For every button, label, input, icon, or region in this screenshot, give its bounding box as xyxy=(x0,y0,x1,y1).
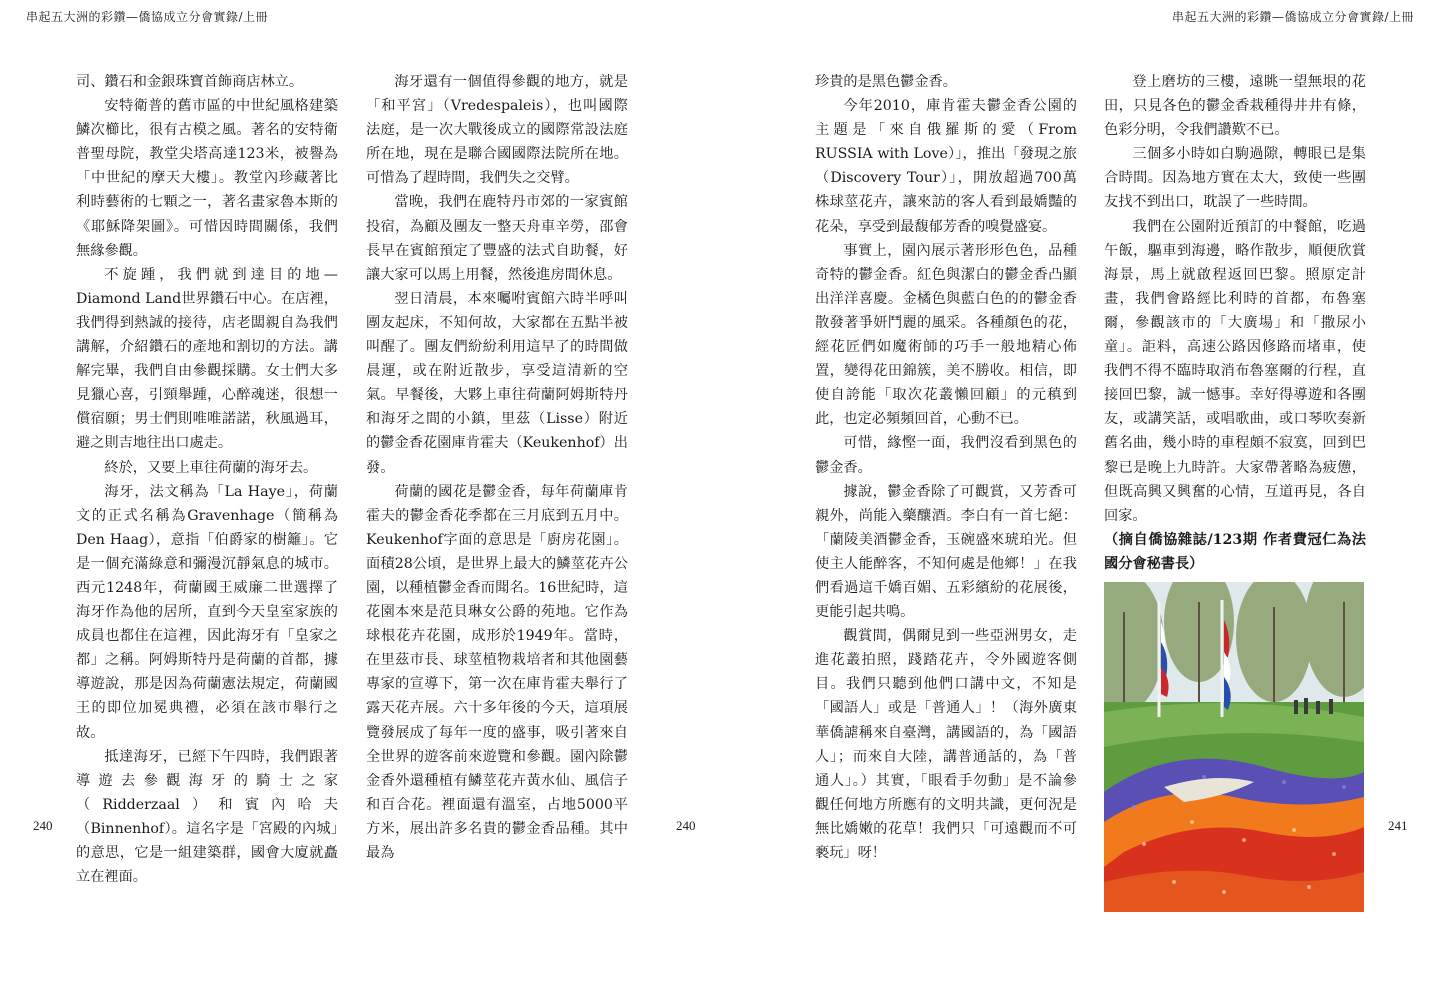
paragraph: 不旋踵，我們就到達目的地—Diamond Land世界鑽石中心。在店裡，我們得到熱誠的接待，店老闆親自為我們講解，介紹鑽石的產地和割切的方法。講解完畢，我們自由參觀採購。女士們大多見獵心喜，引頸舉踵，心醉魂迷，很想一償宿願；男士們則唯唯諾諾，秋風過耳，避之則吉地往出口處走。 xyxy=(76,266,338,452)
text-column-3 xyxy=(815,70,1077,865)
paragraph: 今年2010，庫肯霍夫鬱金香公園的主題是「來自俄羅斯的愛（From RUSSIA with Love）」，推出「發現之旅（Discovery Tour）」，開放超過700萬株球莖花卉，讓來訪的客人看到最嬌豔的花朵，享受到最馥郁芳香的嗅覺盛宴。 xyxy=(815,98,1077,235)
paragraph: 終於，又要上車往荷蘭的海牙去。 xyxy=(104,459,318,476)
text-column-1 xyxy=(76,70,338,889)
running-head-right: 串起五大洲的彩鑽—僑協成立分會實錄/上冊 xyxy=(1171,10,1414,24)
text-column-2 xyxy=(366,70,628,865)
page-number-left: 240 xyxy=(33,818,53,833)
paragraph: 當晚，我們在鹿特丹市郊的一家賓館投宿，為顧及團友一整天舟車辛勞，邵會長早在賓館預定了豐盛的法式自助餐，好讓大家可以馬上用餐，然後進房間休息。 xyxy=(366,194,628,283)
paragraph: 海牙還有一個值得參觀的地方，就是「和平宮」（Vredespaleis），也叫國際法庭，是一次大戰後成立的國際常設法庭所在地，現在是聯合國國際法院所在地。可惜為了趕時間，我們失之交臂。 xyxy=(366,74,628,187)
paragraph: 觀賞間，偶爾見到一些亞洲男女，走進花叢拍照，踐踏花卉，令外國遊客側目。我們只聽到他們口講中文，不知是「國語人」或是「普通人」！（海外廣東華僑謔稱來自臺灣，講國語的，為「國語人」；而來自大陸，講普通話的，為「普通人」。）其實，「眼看手勿動」是不論參觀任何地方所應有的文明共識，更何況是無比嬌嫩的花草！我們只「可遠觀而不可褻玩」呀！ xyxy=(815,628,1077,861)
paragraph: 安特衛普的舊市區的中世紀風格建築鱗次櫛比，很有古模之風。著名的安特衛普聖母院，教堂尖塔高達123米，被譽為「中世紀的摩天大樓」。教堂內珍藏著比利時藝術的七顆之一，著名畫家魯本斯的《耶穌降架圖》。可惜因時間關係，我們無緣參觀。 xyxy=(76,98,338,259)
running-head-left: 串起五大洲的彩鑽—僑協成立分會實錄/上冊 xyxy=(26,10,269,24)
paragraph: 可惜，緣慳一面，我們沒看到黑色的鬱金香。 xyxy=(815,435,1077,476)
keukenhof-tulip-garden-photo xyxy=(1104,582,1364,912)
paragraph: 據說，鬱金香除了可觀賞，又芳香可親外，尚能入藥釀酒。李白有一首七絕：「蘭陵美酒鬱金香，玉碗盛來琥珀光。但使主人能醉客，不知何處是他鄉！」在我們看過這千嬌百媚、五彩繽紛的花展後，更能引起共鳴。 xyxy=(815,483,1077,621)
paragraph: 司、鑽石和金銀珠寶首飾商店林立。 xyxy=(76,74,304,90)
text-column-4 xyxy=(1104,70,1366,912)
page-number-right: 241 xyxy=(1388,818,1408,833)
paragraph: 珍貴的是黑色鬱金香。 xyxy=(815,74,957,90)
paragraph: 我們在公園附近預訂的中餐館，吃過午飯，驅車到海邊，略作散步，順便欣賞海景，馬上就啟程返回巴黎。照原定計畫，我們會路經比利時的首都，布魯塞爾，參觀該市的「大廣場」和「撒尿小童」。詎料，高速公路因修路而堵車，使我們不得不臨時取消布魯塞爾的行程，直接回巴黎，誠一憾事。幸好得導遊和各團友，或講笑話，或唱歌曲，或口琴吹奏新舊名曲，幾小時的車程頗不寂寞，回到巴黎已是晚上九時許。大家帶著略為疲憊，但既高興又興奮的心情，互道再見，各自回家。 xyxy=(1104,218,1366,524)
paragraph: 登上磨坊的三樓，遠眺一望無垠的花田，只見各色的鬱金香栽種得井井有條，色彩分明，令我們讚歎不已。 xyxy=(1104,74,1366,139)
page-number-left-inner: 240 xyxy=(676,818,696,833)
paragraph: 海牙，法文稱為「La Haye」，荷蘭文的正式名稱為Gravenhage（簡稱為Den Haag），意指「伯爵家的樹籬」。它是一個充滿綠意和彌漫沉靜氣息的城市。西元1248年，荷蘭國王威廉二世選擇了海牙作為他的居所，直到今天皇室家族的成員也都住在這裡，因此海牙有「皇家之都」之稱。阿姆斯特丹是荷蘭的首都，據導遊說，那是因為荷蘭憲法規定，荷蘭國王的即位加冕典禮，必須在該市舉行之故。 xyxy=(76,483,338,741)
paragraph: 抵達海牙，已經下午四時，我們跟著導遊去參觀海牙的騎士之家（Ridderzaal）和賓內哈夫（Binnenhof）。這名字是「宮殿的內城」的意思，它是一組建築群，國會大廈就矗立在裡面。 xyxy=(76,748,338,886)
tulip-garden-illustration xyxy=(1104,582,1364,912)
paragraph: 翌日清晨，本來囑咐賓館六時半呼叫團友起床，不知何故，大家都在五點半被叫醒了。團友們紛紛利用這早了的時間做晨運，或在附近散步，享受這清新的空氣。早餐後，大夥上車往荷蘭阿姆斯特丹和海牙之間的小鎮，里茲（Lisse）附近的鬱金香花園庫肯霍夫（Keukenhof）出發。 xyxy=(366,290,628,476)
article-credit: （摘自僑協雜誌/123期 作者費冠仁為法國分會秘書長） xyxy=(1104,531,1366,572)
paragraph: 事實上，園內展示著形形色色，品種奇特的鬱金香。紅色與潔白的鬱金香凸顯出洋洋喜慶。金橘色與藍白色的的鬱金香散發著爭妍鬥麗的風采。各種顏色的花，經花匠們如魔術師的巧手一般地精心佈置，變得花田錦簇，美不勝收。相信，即使自誇能「取次花叢懶回顧」的元稹到此，也定必頻頻回首，心動不已。 xyxy=(815,242,1077,428)
paragraph: 三個多小時如白駒過隙，轉眼已是集合時間。因為地方實在太大，致使一些團友找不到出口，耽誤了一些時間。 xyxy=(1104,146,1366,211)
paragraph: 荷蘭的國花是鬱金香，每年荷蘭庫肯霍夫的鬱金香花季都在三月底到五月中。Keukenhof字面的意思是「廚房花園」。面積28公頃，是世界上最大的鱗莖花卉公園，以種植鬱金香而聞名。16世紀時，這花園本來是范貝琳女公爵的苑地。它作為球根花卉花園，成形於1949年。當時，在里茲市長、球莖植物栽培者和其他園藝專家的宣導下，第一次在庫肯霍夫舉行了露天花卉展。六十多年後的今天，這項展覽發展成了每年一度的盛事，吸引著來自全世界的遊客前來遊覽和參觀。園內除鬱金香外還種植有鱗莖花卉黃水仙、風信子和百合花。裡面還有溫室，占地5000平方米，展出許多名貴的鬱金香品種。其中最為 xyxy=(366,483,628,861)
